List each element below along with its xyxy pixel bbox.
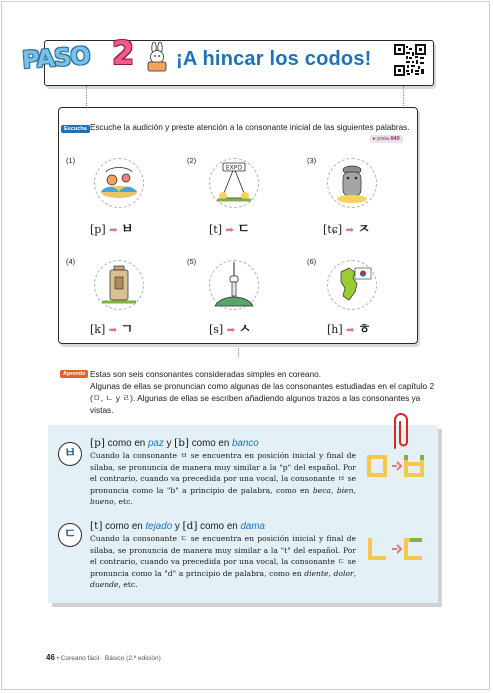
y-text: y — [163, 438, 175, 449]
example-word: bueno — [90, 497, 114, 507]
nieun-to-digeut-icon — [366, 535, 426, 565]
mieum-to-bieup-icon — [366, 452, 426, 482]
separator: , — [353, 568, 357, 578]
example-word: dolor — [333, 568, 354, 578]
connector-dotted-right — [403, 86, 405, 106]
stone-pagoda-icon — [94, 260, 144, 310]
separator: , — [328, 568, 334, 578]
ipa-label: [b] — [174, 437, 190, 449]
y-text: y — [172, 521, 183, 532]
description-text: Cuando la consonante ㅂ se encuentra en posición inicial y final de sílaba, se pronuncia de manera muy similar a la "p" del español. Por el contrario, cuando va precedida por una vocal, la consonante ㅂ se pronuncia como la "b" a principio de palabra, como en — [90, 451, 356, 495]
page-footer — [46, 653, 161, 662]
example-word: tejado — [145, 521, 173, 532]
rabbit-mascot-icon — [140, 42, 174, 76]
ipa-label: [p] — [90, 223, 106, 236]
aprende-paragraph: Algunas de ellas se pronuncian como algunas de las consonantes estudiadas en el capítulo 2 (ㅁ, ㄴ y ㄹ). Algunas de ellas se escriben añadiendo algunos trazos a las consonantes ya vistas. — [90, 381, 435, 415]
aprende-badge: Aprende — [60, 370, 88, 378]
hangul-letter: ㅅ — [238, 322, 252, 337]
book-title: Coreano fácil · Básico (2.ª edición) — [60, 655, 161, 662]
item-caption — [209, 318, 251, 337]
hangul-letter: ㄷ — [237, 222, 250, 237]
expo-tower-icon — [209, 158, 259, 208]
step-number: 2 — [112, 34, 135, 72]
item-caption — [327, 318, 371, 337]
consonant-description — [90, 533, 356, 591]
arrow-right-icon: ➡ — [345, 225, 355, 236]
ipa-label: [h] — [327, 323, 343, 336]
como-en-text: como en — [189, 438, 233, 449]
example-word: paz — [147, 438, 164, 449]
page-title: ¡A hincar los codos! — [176, 48, 372, 70]
arrow-right-icon: ➡ — [226, 325, 236, 336]
example-word: dama — [240, 521, 265, 532]
step-label: PASO — [21, 41, 91, 75]
consonant-chip: ㄷ — [58, 523, 82, 547]
beach-icon — [94, 158, 144, 208]
audio-track-button[interactable] — [370, 135, 403, 143]
ipa-label: [p] — [90, 437, 105, 449]
consonant-description — [90, 450, 356, 508]
dol-hareubang-icon — [327, 158, 377, 208]
ipa-label: [k] — [90, 323, 106, 336]
page-number: 46 — [46, 653, 55, 662]
arrow-right-icon: ➡ — [346, 325, 355, 336]
hangul-letter: ㄱ — [120, 322, 134, 337]
escucha-badge: Escucha — [61, 125, 90, 133]
example-word: beca — [312, 485, 332, 495]
consonant-heading — [90, 520, 265, 532]
korea-map-flag-icon — [327, 260, 377, 310]
qr-code-icon[interactable] — [394, 44, 426, 76]
item-caption — [90, 218, 134, 237]
como-en-text: como en — [197, 521, 241, 532]
description-text: Cuando la consonante ㄷ se encuentra en posición inicial y final de sílaba, se pronuncia de manera muy similar a la "t" del español. Por el contrario, cuando va precedida por una vocal, la consonante ㄷ se pronuncia como la "d" a principio de palabra, como en — [90, 534, 356, 578]
separator: , — [353, 485, 356, 495]
item-number: (6) — [307, 257, 317, 266]
hangul-letter: ㅂ — [121, 222, 134, 237]
hangul-letter: ㅈ — [357, 222, 371, 237]
hangul-letter: ㅎ — [358, 322, 371, 337]
paperclip-icon — [386, 410, 414, 452]
arrow-right-icon: ➡ — [225, 225, 234, 236]
separator: , — [331, 485, 337, 495]
connector-dotted-bottom — [238, 343, 240, 357]
item-caption — [90, 318, 133, 337]
item-number: (3) — [307, 156, 317, 165]
track-number: 040 — [390, 136, 400, 142]
item-number: (5) — [187, 257, 197, 266]
ipa-label: [s] — [209, 323, 224, 336]
arrow-right-icon: ➡ — [109, 225, 118, 236]
footer-bullet: • — [54, 655, 61, 662]
description-end: , etc. — [118, 580, 138, 590]
example-word: banco — [232, 438, 259, 449]
connector-dotted-left — [86, 86, 88, 106]
example-word: bien — [336, 485, 354, 495]
item-caption — [209, 218, 250, 237]
example-word: duende — [90, 580, 119, 590]
ipa-label: [t] — [209, 223, 223, 236]
como-en-text: como en — [102, 521, 146, 532]
aprende-intro: Estas son seis consonantes consideradas simples en coreano. — [90, 369, 322, 379]
track-prefix: ▸ pista — [373, 136, 389, 142]
expo-sign-text: EXPO — [225, 164, 243, 172]
item-number: (1) — [66, 156, 76, 165]
ipa-label: [d] — [182, 520, 198, 532]
example-word: diente — [304, 568, 329, 578]
ipa-label: [tɕ] — [323, 223, 343, 236]
consonant-chip: ㅂ — [58, 442, 82, 466]
description-end: , etc. — [113, 497, 133, 507]
arrow-right-icon: ➡ — [108, 325, 118, 336]
item-number: (2) — [187, 156, 197, 165]
ipa-label: [t] — [90, 520, 103, 532]
como-en-text: como en — [104, 438, 148, 449]
seoul-tower-icon — [209, 260, 259, 310]
item-number: (4) — [66, 257, 76, 266]
item-caption — [323, 218, 370, 237]
listening-instruction: Escuche la audición y preste atención a la consonante inicial de las siguientes palabras. — [90, 123, 410, 132]
consonant-heading — [90, 437, 259, 449]
